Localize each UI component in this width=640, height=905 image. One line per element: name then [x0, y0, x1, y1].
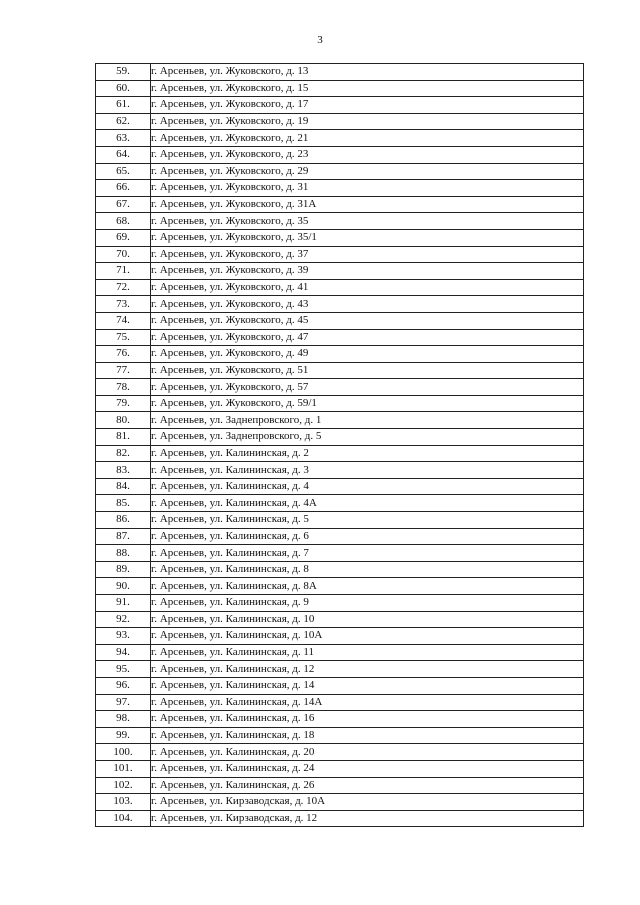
table-row [96, 196, 584, 213]
table-row [96, 810, 584, 827]
row-address: г. Арсеньев, ул. Калининская, д. 3 [151, 462, 584, 479]
row-address: г. Арсеньев, ул. Калининская, д. 14А [151, 694, 584, 711]
row-number: 87. [96, 528, 151, 545]
row-address: г. Арсеньев, ул. Жуковского, д. 43 [151, 296, 584, 313]
row-address: г. Арсеньев, ул. Жуковского, д. 15 [151, 80, 584, 97]
row-address: г. Арсеньев, ул. Калининская, д. 16 [151, 711, 584, 728]
table-row [96, 379, 584, 396]
row-number: 75. [96, 329, 151, 346]
row-address: г. Арсеньев, ул. Заднепровского, д. 5 [151, 429, 584, 446]
row-number: 84. [96, 478, 151, 495]
row-address: г. Арсеньев, ул. Кирзаводская, д. 12 [151, 810, 584, 827]
table-row [96, 694, 584, 711]
row-number: 99. [96, 727, 151, 744]
row-address: г. Арсеньев, ул. Калининская, д. 7 [151, 545, 584, 562]
row-number: 94. [96, 644, 151, 661]
table-row [96, 495, 584, 512]
row-address: г. Арсеньев, ул. Жуковского, д. 41 [151, 279, 584, 296]
row-number: 71. [96, 263, 151, 280]
row-number: 61. [96, 97, 151, 114]
row-number: 74. [96, 312, 151, 329]
row-address: г. Арсеньев, ул. Жуковского, д. 51 [151, 362, 584, 379]
row-number: 68. [96, 213, 151, 230]
row-address: г. Арсеньев, ул. Калининская, д. 14 [151, 677, 584, 694]
table-row [96, 130, 584, 147]
table-row [96, 760, 584, 777]
row-number: 82. [96, 445, 151, 462]
table-row [96, 312, 584, 329]
row-address: г. Арсеньев, ул. Жуковского, д. 39 [151, 263, 584, 280]
table-row [96, 744, 584, 761]
row-address: г. Арсеньев, ул. Калининская, д. 24 [151, 760, 584, 777]
table-row [96, 578, 584, 595]
row-address: г. Арсеньев, ул. Жуковского, д. 57 [151, 379, 584, 396]
row-number: 66. [96, 180, 151, 197]
table-row [96, 528, 584, 545]
table-row [96, 644, 584, 661]
row-number: 63. [96, 130, 151, 147]
row-number: 79. [96, 395, 151, 412]
row-number: 73. [96, 296, 151, 313]
row-address: г. Арсеньев, ул. Жуковского, д. 23 [151, 146, 584, 163]
row-number: 96. [96, 677, 151, 694]
row-address: г. Арсеньев, ул. Калининская, д. 6 [151, 528, 584, 545]
row-number: 81. [96, 429, 151, 446]
row-number: 78. [96, 379, 151, 396]
table-row [96, 296, 584, 313]
table-row [96, 80, 584, 97]
table-row [96, 595, 584, 612]
row-address: г. Арсеньев, ул. Калининская, д. 8 [151, 561, 584, 578]
row-address: г. Арсеньев, ул. Калининская, д. 12 [151, 661, 584, 678]
row-number: 76. [96, 346, 151, 363]
table-row [96, 711, 584, 728]
row-number: 85. [96, 495, 151, 512]
row-address: г. Арсеньев, ул. Жуковского, д. 13 [151, 64, 584, 81]
row-address: г. Арсеньев, ул. Жуковского, д. 49 [151, 346, 584, 363]
table-row [96, 395, 584, 412]
table-row [96, 661, 584, 678]
row-address: г. Арсеньев, ул. Калининская, д. 26 [151, 777, 584, 794]
row-number: 72. [96, 279, 151, 296]
row-number: 89. [96, 561, 151, 578]
table-row [96, 462, 584, 479]
row-address: г. Арсеньев, ул. Жуковского, д. 35 [151, 213, 584, 230]
row-address: г. Арсеньев, ул. Калининская, д. 10 [151, 611, 584, 628]
table-row [96, 545, 584, 562]
row-address: г. Арсеньев, ул. Калининская, д. 20 [151, 744, 584, 761]
table-row [96, 478, 584, 495]
table-row [96, 362, 584, 379]
row-number: 77. [96, 362, 151, 379]
row-number: 90. [96, 578, 151, 595]
row-number: 60. [96, 80, 151, 97]
row-address: г. Арсеньев, ул. Кирзаводская, д. 10А [151, 794, 584, 811]
row-address: г. Арсеньев, ул. Жуковского, д. 37 [151, 246, 584, 263]
row-number: 70. [96, 246, 151, 263]
row-number: 103. [96, 794, 151, 811]
table-row [96, 329, 584, 346]
table-row [96, 794, 584, 811]
row-number: 83. [96, 462, 151, 479]
table-row [96, 113, 584, 130]
row-number: 101. [96, 760, 151, 777]
row-address: г. Арсеньев, ул. Жуковского, д. 31А [151, 196, 584, 213]
table-row [96, 64, 584, 81]
row-number: 91. [96, 595, 151, 612]
row-number: 64. [96, 146, 151, 163]
row-number: 69. [96, 229, 151, 246]
row-number: 93. [96, 628, 151, 645]
row-address: г. Арсеньев, ул. Жуковского, д. 19 [151, 113, 584, 130]
table-row [96, 213, 584, 230]
row-address: г. Арсеньев, ул. Калининская, д. 8А [151, 578, 584, 595]
row-address: г. Арсеньев, ул. Жуковского, д. 31 [151, 180, 584, 197]
table-row [96, 777, 584, 794]
row-address: г. Арсеньев, ул. Жуковского, д. 29 [151, 163, 584, 180]
row-address: г. Арсеньев, ул. Калининская, д. 11 [151, 644, 584, 661]
row-address: г. Арсеньев, ул. Калининская, д. 10А [151, 628, 584, 645]
table-row [96, 611, 584, 628]
row-number: 62. [96, 113, 151, 130]
row-address: г. Арсеньев, ул. Жуковского, д. 21 [151, 130, 584, 147]
row-address: г. Арсеньев, ул. Жуковского, д. 47 [151, 329, 584, 346]
table-row [96, 279, 584, 296]
row-number: 102. [96, 777, 151, 794]
table-row [96, 346, 584, 363]
row-address: г. Арсеньев, ул. Калининская, д. 9 [151, 595, 584, 612]
row-address: г. Арсеньев, ул. Калининская, д. 5 [151, 512, 584, 529]
row-address: г. Арсеньев, ул. Калининская, д. 2 [151, 445, 584, 462]
table-row [96, 263, 584, 280]
row-address: г. Арсеньев, ул. Калининская, д. 4 [151, 478, 584, 495]
table-row [96, 229, 584, 246]
row-number: 80. [96, 412, 151, 429]
table-row [96, 97, 584, 114]
table-row [96, 412, 584, 429]
row-number: 95. [96, 661, 151, 678]
table-row [96, 180, 584, 197]
table-row [96, 429, 584, 446]
table-row [96, 677, 584, 694]
row-number: 100. [96, 744, 151, 761]
row-address: г. Арсеньев, ул. Жуковского, д. 59/1 [151, 395, 584, 412]
row-number: 59. [96, 64, 151, 81]
address-table [95, 63, 584, 827]
table-row [96, 163, 584, 180]
row-number: 98. [96, 711, 151, 728]
table-row [96, 727, 584, 744]
row-number: 67. [96, 196, 151, 213]
table-body [96, 64, 584, 827]
row-number: 86. [96, 512, 151, 529]
table-row [96, 512, 584, 529]
page-number: 3 [317, 34, 323, 46]
table-row [96, 561, 584, 578]
row-address: г. Арсеньев, ул. Калининская, д. 18 [151, 727, 584, 744]
row-number: 92. [96, 611, 151, 628]
row-number: 97. [96, 694, 151, 711]
row-address: г. Арсеньев, ул. Заднепровского, д. 1 [151, 412, 584, 429]
row-number: 104. [96, 810, 151, 827]
row-address: г. Арсеньев, ул. Калининская, д. 4А [151, 495, 584, 512]
row-address: г. Арсеньев, ул. Жуковского, д. 17 [151, 97, 584, 114]
table-row [96, 445, 584, 462]
table-row [96, 628, 584, 645]
row-number: 65. [96, 163, 151, 180]
table-row [96, 146, 584, 163]
row-address: г. Арсеньев, ул. Жуковского, д. 45 [151, 312, 584, 329]
table-row [96, 246, 584, 263]
row-number: 88. [96, 545, 151, 562]
row-address: г. Арсеньев, ул. Жуковского, д. 35/1 [151, 229, 584, 246]
